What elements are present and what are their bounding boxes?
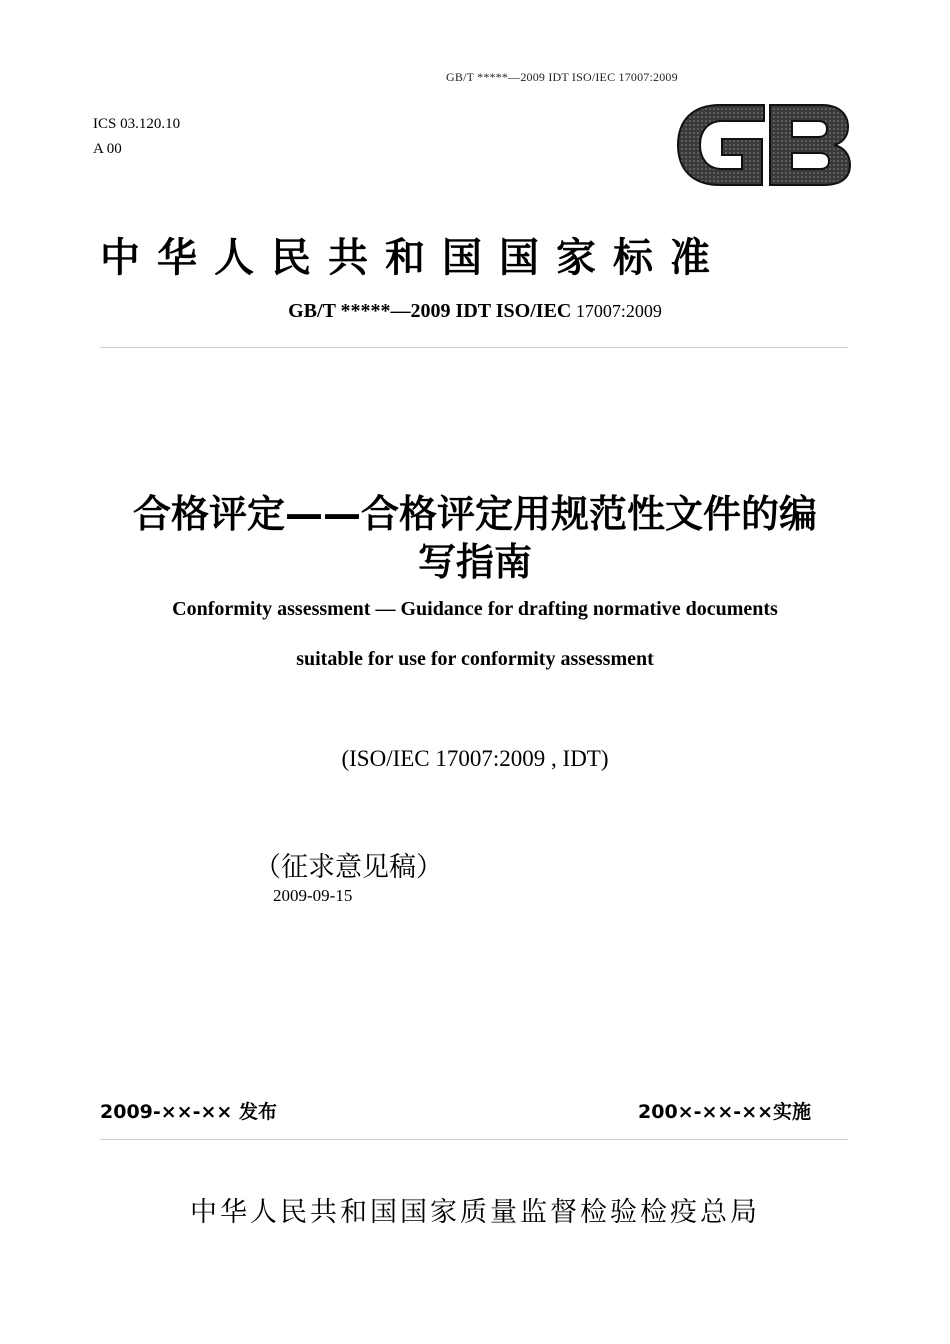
issuing-authority: 中华人民共和国国家质量监督检验检疫总局 bbox=[190, 1197, 760, 1228]
draft-label: （征求意见稿） bbox=[254, 852, 443, 883]
document-title-en-line2: suitable for use for conformity assessment bbox=[296, 648, 654, 670]
ccs-code: A 00 bbox=[93, 141, 122, 157]
gb-logo bbox=[672, 95, 854, 195]
bottom-divider bbox=[100, 1139, 848, 1140]
top-divider bbox=[100, 347, 848, 348]
standard-number bbox=[0, 300, 950, 323]
document-title-en-line1: Conformity assessment — Guidance for drafting normative documents bbox=[172, 598, 778, 620]
document-title-cn bbox=[95, 490, 855, 586]
implementation-date: 200×-××-××实施 bbox=[638, 1101, 812, 1123]
standard-number-main: GB/T *****—2009 IDT ISO/IEC bbox=[288, 300, 572, 322]
header-standard-code: GB/T *****—2009 IDT ISO/IEC 17007:2009 bbox=[446, 70, 678, 84]
iso-reference: (ISO/IEC 17007:2009 , IDT) bbox=[341, 746, 609, 771]
standard-number-year: 17007:2009 bbox=[571, 301, 662, 321]
national-standard-title: 中华人民共和国国家标准 bbox=[100, 235, 727, 281]
document-title-cn-line1: 合格评定——合格评定用规范性文件的编 bbox=[132, 492, 817, 536]
document-title-cn-line2: 写指南 bbox=[417, 540, 532, 584]
ics-code: ICS 03.120.10 bbox=[93, 116, 181, 132]
issue-date: 2009-××-×× 发布 bbox=[100, 1101, 277, 1123]
draft-date: 2009-09-15 bbox=[273, 886, 353, 905]
